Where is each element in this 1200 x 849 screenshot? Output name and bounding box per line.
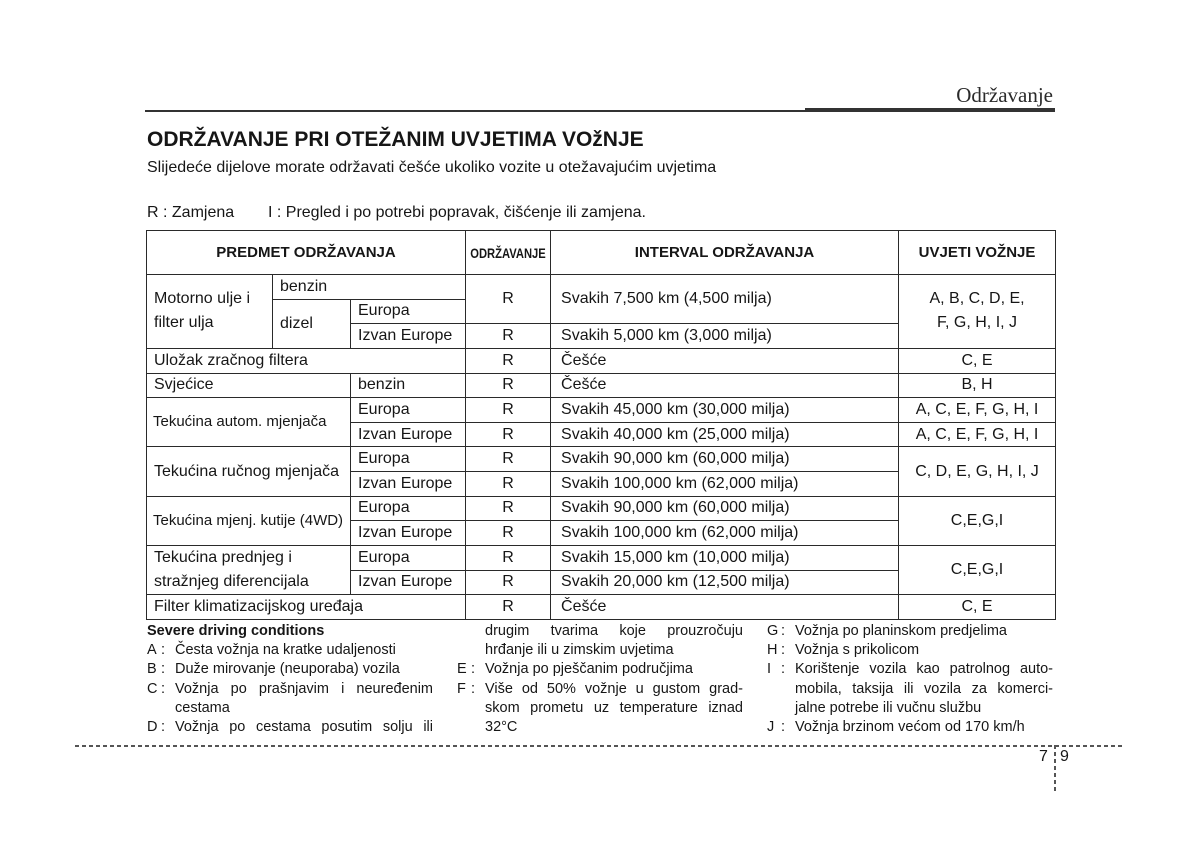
fuel-gasoline: benzin	[351, 373, 466, 398]
operation-cell: R	[466, 545, 551, 570]
severe-conditions-title: Severe driving conditions	[147, 622, 325, 639]
item-differential-fluid	[147, 545, 351, 594]
conditions-cell: A, C, E, F, G, H, I	[899, 422, 1056, 447]
condition-text: Vožnja brzinom većom od 170 km/h	[795, 718, 1025, 735]
condition-text: cestama	[175, 699, 230, 716]
region-outside-europe: Izvan Europe	[351, 472, 466, 497]
condition-key: E	[457, 660, 467, 677]
item-engine-oil	[147, 275, 273, 349]
region-outside-europe: Izvan Europe	[351, 570, 466, 595]
maintenance-table	[146, 230, 1056, 620]
condition-separator: :	[471, 680, 476, 697]
conditions-line: A, B, C, D, E,	[929, 290, 1025, 308]
condition-f-continued	[485, 699, 743, 718]
interval-cell: Svakih 90,000 km (60,000 milja)	[551, 496, 899, 521]
operation-cell: R	[466, 324, 551, 349]
operation-cell: R	[466, 496, 551, 521]
condition-separator: :	[161, 641, 166, 658]
condition-separator: :	[471, 660, 476, 677]
conditions-line: F, G, H, I, J	[937, 314, 1018, 332]
condition-text: Vožnja s prikolicom	[795, 641, 920, 658]
interval-cell: Svakih 45,000 km (30,000 milja)	[551, 398, 899, 423]
item-climate-control-filter: Filter klimatizacijskog uređaja	[147, 595, 466, 620]
running-header-title: Održavanje	[956, 83, 1053, 107]
condition-text: drugim tvarima koje prouzročuju	[485, 622, 743, 639]
item-line: stražnjeg diferencijala	[154, 573, 309, 590]
condition-separator: :	[161, 680, 166, 697]
interval-cell: Svakih 40,000 km (25,000 milja)	[551, 422, 899, 447]
region-europe: Europa	[351, 496, 466, 521]
condition-key: C	[147, 680, 158, 697]
item-line: Motorno ulje i	[154, 290, 251, 308]
condition-f-continued	[485, 718, 517, 737]
condition-b	[147, 660, 400, 679]
table-row	[147, 595, 1056, 620]
col-header-operation-label: ODRŽAVANJE	[470, 244, 546, 261]
table-header-row	[147, 231, 1056, 275]
page-number-chapter: 7	[1039, 748, 1048, 765]
conditions-cell	[899, 275, 1056, 349]
condition-key: H	[767, 641, 778, 658]
region-outside-europe: Izvan Europe	[351, 521, 466, 546]
operation-cell: R	[466, 472, 551, 497]
header-rule-accent	[805, 108, 1055, 112]
condition-j	[767, 718, 1025, 737]
region-outside-europe: Izvan Europe	[351, 422, 466, 447]
conditions-cell: C,E,G,I	[899, 545, 1056, 594]
condition-e	[457, 660, 693, 679]
condition-key: B	[147, 660, 157, 677]
condition-g	[767, 622, 1007, 641]
condition-text: Vožnja po prašnjavim i neuređenim	[175, 680, 433, 697]
interval-cell: Svakih 5,000 km (3,000 milja)	[551, 324, 899, 349]
col-header-operation	[466, 231, 551, 275]
condition-key: D	[147, 718, 158, 735]
condition-i	[767, 660, 1053, 679]
operation-cell: R	[466, 398, 551, 423]
interval-cell: Češće	[551, 373, 899, 398]
condition-i-continued	[795, 680, 1053, 699]
interval-cell: Češće	[551, 348, 899, 373]
legend-replace: R : Zamjena	[147, 204, 235, 221]
interval-cell: Svakih 90,000 km (60,000 milja)	[551, 447, 899, 472]
condition-text: Vožnja po planinskom predjelima	[795, 622, 1007, 639]
condition-text: Više od 50% vožnje u gustom grad-	[485, 680, 743, 697]
condition-c	[147, 680, 433, 699]
condition-d-continued	[485, 641, 674, 660]
interval-cell: Češće	[551, 595, 899, 620]
fuel-diesel: dizel	[273, 299, 351, 348]
condition-h	[767, 641, 919, 660]
table-row	[147, 348, 1056, 373]
condition-separator: :	[161, 660, 166, 677]
condition-text: Duže mirovanje (neuporaba) vozila	[175, 660, 400, 677]
footer-divider	[75, 745, 1125, 747]
interval-cell: Svakih 100,000 km (62,000 milja)	[551, 472, 899, 497]
condition-text: Vožnja po pješčanim područjima	[485, 660, 693, 677]
col-header-interval: INTERVAL ODRŽAVANJA	[551, 231, 899, 275]
interval-cell: Svakih 15,000 km (10,000 milja)	[551, 545, 899, 570]
condition-text: mobila, taksija ili vozila za komerci-	[795, 680, 1053, 697]
region-europe: Europa	[351, 398, 466, 423]
col-header-item: PREDMET ODRŽAVANJA	[147, 231, 466, 275]
intro-text: Slijedeće dijelove morate održavati češće ukoliko vozite u otežavajućim uvjetima	[147, 159, 717, 176]
table-row	[147, 373, 1056, 398]
table-row	[147, 447, 1056, 472]
conditions-cell: C, E	[899, 348, 1056, 373]
interval-cell: Svakih 7,500 km (4,500 milja)	[551, 275, 899, 324]
condition-a	[147, 641, 396, 660]
conditions-cell: C, D, E, G, H, I, J	[899, 447, 1056, 496]
condition-key: G	[767, 622, 779, 639]
conditions-cell: C, E	[899, 595, 1056, 620]
item-manual-transmission-fluid: Tekućina ručnog mjenjača	[147, 447, 351, 496]
operation-cell: R	[466, 447, 551, 472]
operation-cell: R	[466, 422, 551, 447]
condition-text: Vožnja po cestama posutim solju ili	[175, 718, 433, 735]
interval-cell: Svakih 100,000 km (62,000 milja)	[551, 521, 899, 546]
condition-text: Korištenje vozila kao patrolnog auto-	[795, 660, 1053, 677]
conditions-cell: A, C, E, F, G, H, I	[899, 398, 1056, 423]
operation-cell: R	[466, 570, 551, 595]
condition-separator: :	[161, 718, 166, 735]
condition-key: F	[457, 680, 466, 697]
header-rule	[145, 110, 807, 112]
condition-key: J	[767, 718, 775, 735]
operation-cell: R	[466, 348, 551, 373]
region-europe: Europa	[351, 447, 466, 472]
condition-d	[147, 718, 433, 737]
operation-cell: R	[466, 373, 551, 398]
item-line: filter ulja	[154, 314, 214, 332]
table-row	[147, 545, 1056, 570]
page-number-page: 9	[1060, 748, 1069, 765]
condition-text: 32°C	[485, 718, 518, 735]
table-row	[147, 398, 1056, 423]
condition-separator: :	[781, 622, 786, 639]
page-title: ODRŽAVANJE PRI OTEŽANIM UVJETIMA VOžNJE	[147, 128, 644, 151]
condition-separator: :	[781, 718, 786, 735]
item-transfer-case-fluid: Tekućina mjenj. kutije (4WD)	[147, 496, 351, 545]
item-line: Tekućina prednjeg i	[154, 549, 292, 566]
region-europe: Europa	[351, 299, 466, 324]
interval-cell: Svakih 20,000 km (12,500 milja)	[551, 570, 899, 595]
operation-cell: R	[466, 275, 551, 324]
region-europe: Europa	[351, 545, 466, 570]
fuel-gasoline: benzin	[273, 275, 466, 300]
condition-text: jalne potrebe ili vučnu službu	[795, 699, 982, 716]
operation-cell: R	[466, 521, 551, 546]
condition-f	[457, 680, 743, 699]
legend-inspect: I : Pregled i po potrebi popravak, čišćenje ili zamjena.	[268, 204, 646, 221]
condition-key: I	[767, 660, 772, 677]
condition-c-continued	[175, 699, 230, 718]
region-outside-europe: Izvan Europe	[351, 324, 466, 349]
item-spark-plugs: Svjećice	[147, 373, 351, 398]
table-row	[147, 275, 1056, 300]
operation-cell: R	[466, 595, 551, 620]
condition-separator: :	[781, 641, 786, 658]
item-automatic-transmission-fluid: Tekućina autom. mjenjača	[147, 398, 351, 447]
condition-separator: :	[781, 660, 786, 677]
condition-text: hrđanje ili u zimskim uvjetima	[485, 641, 674, 658]
page-number-divider	[1054, 745, 1056, 792]
conditions-cell: C,E,G,I	[899, 496, 1056, 545]
condition-d-continued	[485, 622, 743, 641]
condition-text: Česta vožnja na kratke udaljenosti	[175, 641, 396, 658]
table-row	[147, 496, 1056, 521]
condition-text: skom prometu uz temperature iznad	[485, 699, 743, 716]
condition-key: A	[147, 641, 157, 658]
condition-i-continued	[795, 699, 981, 718]
item-air-filter: Uložak zračnog filtera	[147, 348, 466, 373]
conditions-cell: B, H	[899, 373, 1056, 398]
col-header-conditions: UVJETI VOŽNJE	[899, 231, 1056, 275]
